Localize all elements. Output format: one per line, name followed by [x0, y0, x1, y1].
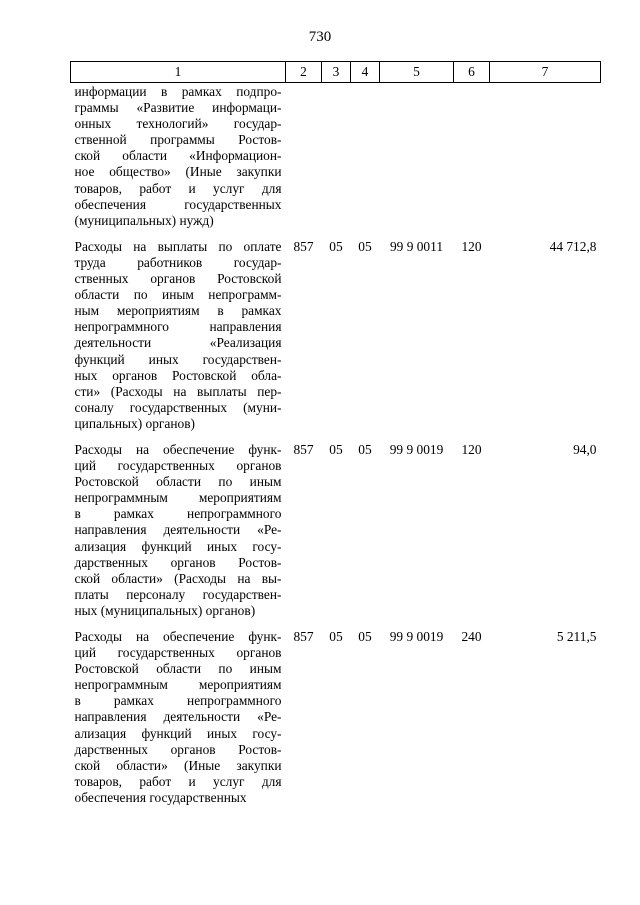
row-section-code [322, 83, 351, 234]
description-line: ализация функций иных госу- [74, 725, 282, 741]
header-col-3: 3 [322, 62, 351, 83]
row-ministry-code: 857 [293, 238, 314, 254]
table-header-row [71, 62, 601, 83]
row-section-code: 05 [329, 238, 343, 254]
description-line: ных органов Ростовской обла- [74, 367, 282, 383]
row-expense-type: 120 [461, 441, 482, 457]
row-subsection-code [351, 83, 380, 234]
table-row [71, 624, 601, 811]
header-col-2: 2 [286, 62, 322, 83]
row-target-article: 99 9 0019 [389, 629, 444, 644]
description-line: онных технологий» государ- [74, 116, 282, 132]
description-line: ным мероприятиям в рамках [74, 303, 282, 319]
description-line: ской области» (Иные закупки [74, 757, 282, 773]
table-row [71, 234, 601, 437]
description-line: непрограммным мероприятиям [74, 677, 282, 693]
description-line: ской области» (Расходы на вы- [74, 570, 282, 586]
description-line: информации в рамках подпро- [74, 84, 282, 99]
row-ministry-code: 857 [293, 629, 314, 644]
row-description [71, 437, 286, 624]
description-line: Ростовской области по иным [74, 474, 282, 490]
description-line: ственных органов Ростовской [74, 271, 282, 287]
row-target-article: 99 9 0011 [389, 238, 444, 254]
page-number: 730 [308, 29, 332, 45]
description-line: в рамках непрограммного [74, 506, 282, 522]
row-amount [490, 83, 601, 234]
description-line: обеспечения государственных [74, 789, 247, 805]
row-description [71, 83, 286, 234]
description-line: обеспечения государственных [74, 196, 282, 212]
row-ministry-code [286, 83, 322, 234]
description-line: Расходы на обеспечение функ- [74, 441, 282, 457]
row-expense-type: 240 [461, 629, 482, 644]
row-amount: 44 712,8 [549, 238, 597, 254]
header-col-7: 7 [490, 62, 601, 83]
description-line: функций иных государствен- [74, 351, 282, 367]
row-amount: 5 211,5 [556, 629, 597, 644]
row-description [71, 234, 286, 437]
description-line: ных (муниципальных) органов) [74, 602, 256, 618]
row-target-article: 99 9 0019 [389, 441, 444, 457]
row-ministry-code: 857 [293, 441, 314, 457]
description-line: товаров, работ и услуг для [74, 180, 282, 196]
table-row [71, 83, 601, 234]
description-line: ственной программы Ростов- [74, 132, 282, 148]
description-line: труда работников государ- [74, 254, 282, 270]
description-line: ской области «Информацион- [74, 148, 282, 164]
description-line: ципальных) органов) [74, 415, 195, 431]
description-line: Ростовской области по иным [74, 661, 282, 677]
row-expense-type: 120 [461, 238, 482, 254]
row-amount: 94,0 [573, 441, 597, 457]
row-subsection-code: 05 [358, 238, 372, 254]
description-line: платы персоналу государствен- [74, 586, 282, 602]
budget-table [70, 61, 601, 811]
description-line: Расходы на выплаты по оплате [74, 238, 282, 254]
row-subsection-code: 05 [358, 441, 372, 457]
description-line: деятельности «Реализация [74, 335, 282, 351]
header-col-1: 1 [71, 62, 286, 83]
row-target-article [380, 83, 454, 234]
description-line: в рамках непрограммного [74, 693, 282, 709]
description-line: ное общество» (Иные закупки [74, 164, 282, 180]
description-line: Расходы на обеспечение функ- [74, 629, 282, 644]
row-expense-type [454, 83, 490, 234]
header-col-6: 6 [454, 62, 490, 83]
description-line: товаров, работ и услуг для [74, 773, 282, 789]
description-line: (муниципальных) нужд) [74, 212, 214, 228]
table-row [71, 437, 601, 624]
description-line: соналу государственных (муни- [74, 399, 282, 415]
description-line: непрограммного направления [74, 319, 282, 335]
description-line: граммы «Развитие информаци- [74, 100, 282, 116]
row-description [71, 624, 286, 811]
header-col-5: 5 [380, 62, 454, 83]
description-line: направления деятельности «Ре- [74, 522, 282, 538]
description-line: ций государственных органов [74, 458, 282, 474]
description-line: дарственных органов Ростов- [74, 554, 282, 570]
description-line: сти» (Расходы на выплаты пер- [74, 383, 282, 399]
row-section-code: 05 [329, 441, 343, 457]
row-section-code: 05 [329, 629, 343, 644]
description-line: ализация функций иных госу- [74, 538, 282, 554]
description-line: ций государственных органов [74, 645, 282, 661]
description-line: непрограммным мероприятиям [74, 490, 282, 506]
description-line: области по иным непрограмм- [74, 287, 282, 303]
row-subsection-code: 05 [358, 629, 372, 644]
description-line: направления деятельности «Ре- [74, 709, 282, 725]
description-line: дарственных органов Ростов- [74, 741, 282, 757]
header-col-4: 4 [351, 62, 380, 83]
